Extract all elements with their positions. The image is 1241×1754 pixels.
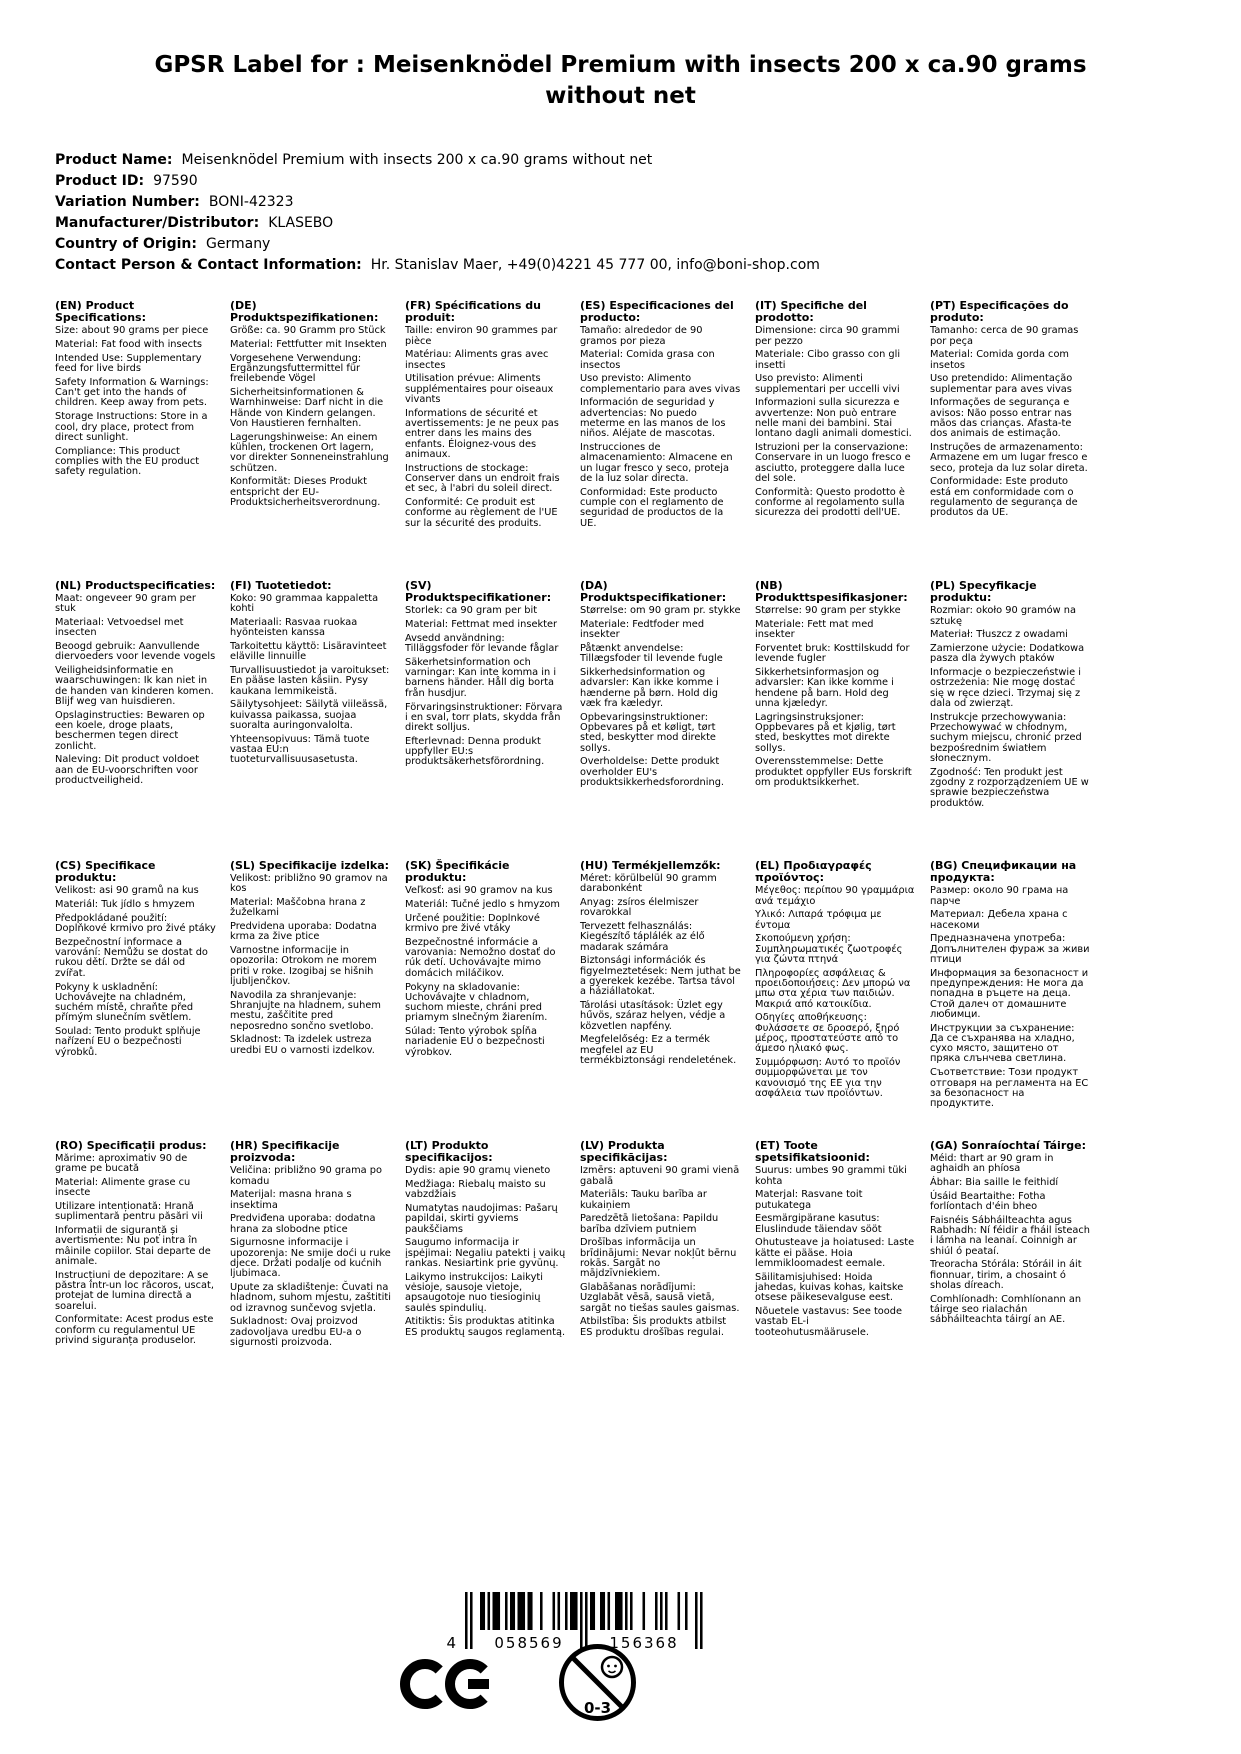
spec-paragraph: Instructions de stockage: Conserver dans un endroit frais et sec, à l'abri du soleil direct.	[405, 462, 560, 495]
language-block-header: (SV) Produktspecifikationer:	[405, 578, 552, 604]
baby-face-icon	[602, 1657, 622, 1677]
product-info-value: Hr. Stanislav Maer, +49(0)4221 45 777 00, info@boni-shop.com	[370, 256, 820, 273]
spec-paragraph: Materiaal: Vetvoedsel met insecten	[55, 617, 184, 639]
language-block-body	[580, 1166, 741, 1338]
spec-paragraph: Velikost: asi 90 gramů na kus	[55, 885, 199, 897]
spec-paragraph: Safety Information & Warnings: Can't get into the hands of children. Keep away from pets.	[55, 376, 209, 409]
spec-paragraph: Informacje o bezpieczeństwie i ostrzeżenia: Nie mogę dostać się w ręce dzieci. Trzymaj się z dala od zwierząt.	[930, 667, 1081, 709]
spec-paragraph: Materiale: Cibo grasso con gli insetti	[755, 349, 901, 371]
language-block-header: (HR) Specifikacije proizvoda:	[230, 1138, 340, 1164]
language-block-header: (LT) Produkto specifikacijos:	[405, 1138, 493, 1164]
spec-paragraph: Opbevaringsinstruktioner: Opbevares på et køligt, tørt sted, beskytter mod direkte sollys.	[580, 711, 716, 754]
spec-paragraph: Faisnéis Sábháilteachta agus Rabhadh: Ní féidir a fháil isteach i lámha na leanaí. Coinnigh ar shiúl ó peataí.	[930, 1214, 1090, 1257]
language-block-header: (NB) Produkttspesifikasjoner:	[755, 578, 908, 604]
language-block-body	[930, 326, 1091, 518]
barcode-group1: 058569	[494, 1634, 564, 1652]
spec-paragraph: Uso previsto: Alimenti supplementari per uccelli vivi	[755, 373, 900, 395]
language-block	[55, 300, 230, 580]
spec-paragraph: Instrucțiuni de depozitare: A se păstra într-un loc răcoros, uscat, protejat de lumina directă a soarelui.	[55, 1269, 214, 1312]
spec-paragraph: Materiaali: Rasvaa ruokaa hyönteisten kanssa	[230, 617, 358, 639]
language-block-header: (EL) Προδιαγραφές προϊόντος:	[755, 858, 872, 884]
spec-paragraph: Storage Instructions: Store in a cool, dry place, protect from direct sunlight.	[55, 411, 208, 443]
spec-paragraph: Zamierzone użycie: Dodatkowa pasza dla żywych ptaków	[930, 643, 1085, 665]
spec-paragraph: Medžiaga: Riebalų maisto su vabzdžiais	[405, 1179, 546, 1201]
spec-paragraph: Ohutusteave ja hoiatused: Laste kätte ei pääse. Hoia lemmikloomadest eemale.	[755, 1237, 915, 1269]
language-block	[755, 580, 930, 860]
spec-paragraph: Säilytysohjeet: Säilytä viileässä, kuivassa paikassa, suojaa suoralta auringonvalolta.	[230, 699, 388, 732]
spec-paragraph: Určené použitie: Doplnkové krmivo pre živé vtáky	[405, 912, 540, 935]
language-block	[580, 860, 755, 1140]
spec-paragraph: Atbilstība: Šis produkts atbilst ES produktu drošības regulai.	[580, 1316, 727, 1338]
language-block-header: (IT) Specifiche del prodotto:	[755, 298, 867, 324]
spec-paragraph: Sikkerhetsinformasjon og advarsler: Kan ikke komme i hendene på barn. Hold deg unna kjæledyr.	[755, 667, 894, 709]
product-info-row	[55, 255, 1181, 276]
language-block	[755, 300, 930, 580]
spec-paragraph: Utilizare intenționată: Hrană suplimentară pentru păsări vii	[55, 1201, 203, 1223]
language-block-body	[230, 326, 391, 508]
language-block-header: (CS) Specifikace produktu:	[55, 858, 156, 884]
language-block	[405, 860, 580, 1140]
language-block-body	[580, 326, 741, 529]
spec-paragraph: Dydis: apie 90 gramų vieneto	[405, 1165, 551, 1177]
language-block	[930, 580, 1105, 860]
spec-paragraph: Méid: thart ar 90 gram in aghaidh an phíosa	[930, 1152, 1054, 1175]
language-block-header: (LV) Produkta specifikācijas:	[580, 1138, 668, 1164]
spec-paragraph: Materiāls: Tauku barība ar kukaiņiem	[580, 1189, 707, 1211]
spec-paragraph: Overensstemmelse: Dette produktet oppfyller EUs forskrift om produktsikkerhet.	[755, 756, 912, 788]
spec-paragraph: Informații de siguranță și avertismente: Nu pot intra în mâinile copiilor. Stai departe de animale.	[55, 1225, 211, 1267]
spec-paragraph: Material: Maščobna hrana z žuželkami	[230, 897, 366, 919]
spec-paragraph: Forventet bruk: Kosttilskudd for levende fugler	[755, 643, 910, 665]
language-block	[755, 1140, 930, 1420]
spec-paragraph: Предназначена употреба: Допълнителен фураж за живи птици	[930, 933, 1090, 965]
spec-paragraph: Vorgesehene Verwendung: Ergänzungsfuttermittel für freilebende Vögel	[230, 352, 362, 385]
language-block	[580, 300, 755, 580]
spec-paragraph: Rozmiar: około 90 gramów na sztukę	[930, 605, 1076, 627]
spec-paragraph: Conformité: Ce produit est conforme au règlement de l'UE sur la sécurité des produits.	[405, 496, 558, 529]
language-block-body	[930, 1154, 1091, 1326]
ce-mark-icon	[400, 1654, 496, 1714]
product-info-label: Country of Origin:	[55, 235, 197, 252]
spec-paragraph: Úsáid Beartaithe: Fotha forlíontach d'éin bheo	[930, 1190, 1046, 1213]
language-block-body	[580, 874, 741, 1066]
spec-paragraph: Instrukcje przechowywania: Przechowywać w chłodnym, suchym miejscu, chronić przed bezpośrednim światłem słonecznym.	[930, 711, 1082, 764]
barcode-lead-digit: 4	[446, 1634, 458, 1652]
spec-paragraph: Atitiktis: Šis produktas atitinka ES produktų saugos reglamentą.	[405, 1316, 566, 1338]
product-info-value: KLASEBO	[268, 214, 334, 231]
spec-paragraph: Veličina: približno 90 grama po komadu	[230, 1165, 382, 1187]
language-block	[580, 580, 755, 860]
language-block-body	[55, 594, 216, 786]
spec-paragraph: Informações de segurança e avisos: Não posso entrar nas mãos das crianças. Afasta-te dos animais de estimação.	[930, 397, 1072, 440]
product-info-row	[55, 171, 1181, 192]
language-block	[930, 1140, 1105, 1420]
language-block-header: (PL) Specyfikacje produktu:	[930, 578, 1037, 604]
spec-paragraph: Velikost: približno 90 gramov na kos	[230, 872, 388, 895]
language-block-header: (GA) Sonraíochtaí Táirge:	[930, 1138, 1086, 1152]
language-block-body	[405, 1166, 566, 1338]
spec-paragraph: Lagerungshinweise: An einem kühlen, trockenen Ort lagern, vor direkter Sonneneinstrahlung schützen.	[230, 431, 389, 474]
language-block	[405, 580, 580, 860]
spec-paragraph: Veľkosť: asi 90 gramov na kus	[405, 885, 553, 897]
spec-paragraph: Glabāšanas norādījumi: Uzglabāt vēsā, sausā vietā, sargāt no tiešas saules gaismas.	[580, 1282, 740, 1314]
spec-paragraph: Beoogd gebruik: Aanvullende diervoeders voor levende vogels	[55, 641, 216, 663]
spec-paragraph: Izmērs: aptuveni 90 grami vienā gabalā	[580, 1165, 740, 1187]
spec-paragraph: Material: Fettmat med insekter	[405, 619, 558, 631]
spec-paragraph: Nõuetele vastavus: See toode vastab EL-i tooteohutusmäärusele.	[755, 1306, 903, 1338]
spec-paragraph: Konformität: Dieses Produkt entspricht der EU-Produktsicherheitsverordnung.	[230, 476, 381, 508]
spec-paragraph: Méret: körülbelül 90 gramm darabonként	[580, 872, 717, 895]
spec-paragraph: Ábhar: Bia saille le feithidí	[930, 1177, 1059, 1188]
language-block-body	[930, 606, 1091, 809]
language-block-body	[755, 886, 916, 1099]
product-info-row	[55, 192, 1181, 213]
spec-paragraph: Předpokládané použití: Doplňkové krmivo pro živé ptáky	[55, 912, 216, 935]
spec-paragraph: Informazioni sulla sicurezza e avvertenze: Non può entrare nelle mani dei bambini. Stai lontano dagli animali domestici.	[755, 397, 912, 440]
spec-paragraph: Koko: 90 grammaa kappaletta kohti	[230, 592, 379, 615]
product-info	[55, 150, 1181, 276]
spec-paragraph: Efterlevnad: Denna produkt uppfyller EU:s produktsäkerhetsförordning.	[405, 735, 545, 768]
spec-paragraph: Συμμόρφωση: Αυτό το προϊόν συμμορφώνεται με τον κανονισμό της ΕΕ για την ασφάλεια των προϊόντων.	[755, 1056, 901, 1099]
spec-paragraph: Numatytas naudojimas: Pašarų papildai, skirti gyviems paukščiams	[405, 1203, 558, 1235]
language-block	[230, 1140, 405, 1420]
spec-paragraph: Megfelelőség: Ez a termék megfelel az EU termékbiztonsági rendeletének.	[580, 1034, 737, 1066]
spec-paragraph: Material: Comida gorda com insetos	[930, 349, 1069, 371]
spec-paragraph: Σκοπούμενη χρήση: Συμπληρωματικές ζωοτροφές για ζώντα πτηνά	[755, 933, 903, 965]
spec-paragraph: Tamaño: alrededor de 90 gramos por pieza	[580, 325, 703, 347]
spec-paragraph: Size: about 90 grams per piece	[55, 325, 209, 337]
spec-paragraph: Tamanho: cerca de 90 gramas por peça	[930, 325, 1079, 347]
language-block-body	[755, 606, 916, 788]
spec-paragraph: Eesmärgipärane kasutus: Eluslindude täiendav sööt	[755, 1213, 882, 1235]
spec-paragraph: Súlad: Tento výrobok spĺňa nariadenie EÚ o bezpečnosti výrobkov.	[405, 1026, 545, 1058]
spec-paragraph: Naleving: Dit product voldoet aan de EU-voorschriften voor productveiligheid.	[55, 754, 200, 786]
spec-paragraph: Materiale: Fedtfoder med insekter	[580, 619, 705, 641]
spec-paragraph: Dimensione: circa 90 grammi per pezzo	[755, 325, 900, 347]
spec-paragraph: Πληροφορίες ασφάλειας & προειδοποιήσεις: Δεν μπορώ να μπω στα χέρια των παιδιών. Μακριά από κατοικίδια.	[755, 967, 911, 1010]
language-block-header: (RO) Specificații produs:	[55, 1138, 207, 1152]
spec-paragraph: Размер: около 90 грама на парче	[930, 885, 1069, 907]
spec-paragraph: Sicherheitsinformationen & Warnhinweise: Darf nicht in die Hände von Kindern gelangen. Von Haustieren fernhalten.	[230, 387, 384, 429]
language-block-body	[230, 1166, 391, 1348]
language-block-body	[55, 1154, 216, 1346]
language-block-header: (HU) Termékjellemzők:	[580, 858, 721, 872]
spec-paragraph: Turvallisuustiedot ja varoitukset: En pääse lasten käsiin. Pysy kaukana lemmikeistä.	[230, 665, 390, 697]
spec-paragraph: Съответствие: Този продукт отговаря на регламента на ЕС за безопасност на продуктите.	[930, 1067, 1089, 1110]
product-info-label: Manufacturer/Distributor:	[55, 214, 260, 231]
spec-paragraph: Størrelse: 90 gram per stykke	[755, 605, 901, 617]
spec-paragraph: Conformidad: Este producto cumple con el reglamento de seguridad de productos de la UE.	[580, 486, 724, 529]
spec-paragraph: Säkerhetsinformation och varningar: Kan inte komma in i barnens händer. Håll dig borta från husdjur.	[405, 656, 557, 699]
spec-paragraph: Materijal: masna hrana s insektima	[230, 1189, 352, 1211]
language-block	[930, 300, 1105, 580]
age-warning-0-3-icon	[555, 1640, 640, 1725]
language-block-header: (NL) Productspecificaties:	[55, 578, 216, 592]
spec-paragraph: Conformità: Questo prodotto è conforme al regolamento sulla sicurezza dei prodotti dell'UE.	[755, 486, 905, 519]
product-info-row	[55, 150, 1181, 171]
language-block-body	[55, 886, 216, 1058]
spec-paragraph: Säilitamisjuhised: Hoida jahedas, kuivas kohas, kaitske otsese päikesevalguse eest.	[755, 1271, 904, 1304]
product-info-label: Product ID:	[55, 172, 145, 189]
spec-paragraph: Material: Fat food with insects	[55, 339, 202, 351]
language-block-body	[55, 326, 216, 477]
product-info-row	[55, 213, 1181, 234]
spec-paragraph: Bezpečnostní informace a varování: Nemůžu se dostat do rukou dětí. Držte se dál od zvířat.	[55, 936, 208, 979]
language-block	[230, 580, 405, 860]
spec-paragraph: Taille: environ 90 grammes par pièce	[405, 325, 558, 347]
spec-paragraph: Avsedd användning: Tilläggsfoder för levande fåglar	[405, 632, 559, 655]
spec-paragraph: Påtænkt anvendelse: Tillægsfoder til levende fugle	[580, 643, 723, 665]
spec-paragraph: Zgodność: Ten produkt jest zgodny z rozporządzeniem UE w sprawie bezpieczeństwa produktów.	[930, 766, 1089, 809]
spec-paragraph: Opslaginstructies: Bewaren op een koele, droge plaats, beschermen tegen direct zonlicht.	[55, 709, 205, 752]
spec-paragraph: Sikkerhedsinformation og advarsler: Kan ikke komme i hænderne på børn. Hold dig væk fra kæledyr.	[580, 667, 719, 709]
language-block	[55, 1140, 230, 1420]
spec-paragraph: Yhteensopivuus: Tämä tuote vastaa EU:n tuoteturvallisuusasetusta.	[230, 733, 370, 766]
spec-paragraph: Tarkoitettu käyttö: Lisäravinteet eläville linnuille	[230, 641, 387, 663]
product-info-value: Germany	[206, 235, 271, 252]
spec-paragraph: Informations de sécurité et avertissements: Je ne peux pas entrer dans les mains des enfants. Éloignez-vous des animaux.	[405, 407, 559, 460]
product-info-label: Product Name:	[55, 151, 173, 168]
language-block-header: (ET) Toote spetsifikatsioonid:	[755, 1138, 870, 1164]
language-grid	[55, 300, 1107, 1420]
spec-paragraph: Uso pretendido: Alimentação suplementar para aves vivas	[930, 373, 1073, 395]
language-block-body	[230, 874, 391, 1056]
spec-paragraph: Информация за безопасност и предупреждения: Не мога да попадна в ръцете на деца. Стой далеч от домашните любимци.	[930, 967, 1089, 1020]
language-block-body	[755, 326, 916, 518]
language-block-body	[230, 594, 391, 766]
spec-paragraph: Upute za skladištenje: Čuvati na hladnom, suhom mjestu, zaštititi od izravnog sunčevog svjetla.	[230, 1282, 391, 1314]
spec-paragraph: Materiál: Tučné jedlo s hmyzom	[405, 899, 560, 911]
spec-paragraph: Größe: ca. 90 Gramm pro Stück	[230, 325, 386, 337]
language-block	[55, 580, 230, 860]
spec-paragraph: Материал: Дебела храна с насекоми	[930, 909, 1068, 931]
language-block-body	[405, 606, 566, 767]
footer-symbols	[400, 1592, 880, 1742]
spec-paragraph: Compliance: This product complies with the EU product safety regulation.	[55, 445, 200, 478]
spec-paragraph: Conformidade: Este produto está em conformidade com o regulamento de segurança de produtos da UE.	[930, 476, 1078, 519]
language-block-header: (PT) Especificações do produto:	[930, 298, 1069, 324]
spec-paragraph: Paredzētā lietošana: Papildu barība dzīviem putniem	[580, 1213, 719, 1235]
language-block-body	[755, 1166, 916, 1338]
language-block	[55, 860, 230, 1140]
language-block-header: (ES) Especificaciones del producto:	[580, 298, 734, 324]
product-info-value: BONI-42323	[208, 193, 294, 210]
page-title: GPSR Label for : Meisenknödel Premium with insects 200 x ca.90 grams without net	[154, 52, 1087, 109]
barcode-group2: 156368	[609, 1634, 679, 1652]
spec-paragraph: Materiale: Fett mat med insekter	[755, 619, 874, 641]
spec-paragraph: Matériau: Aliments gras avec insectes	[405, 349, 549, 371]
spec-paragraph: Información de seguridad y advertencias: No puedo meterme en las manos de los niños. Aléjate de mascotas.	[580, 397, 726, 440]
spec-paragraph: Bezpečnostné informácie a varovania: Nemožno dostať do rúk detí. Uchovávajte mimo domácich miláčikov.	[405, 936, 556, 979]
language-block	[405, 1140, 580, 1420]
product-info-value: Meisenknödel Premium with insects 200 x ca.90 grams without net	[181, 151, 653, 168]
spec-paragraph: Veiligheidsinformatie en waarschuwingen: Ik kan niet in de handen van kinderen komen. Blijf weg van huisdieren.	[55, 665, 214, 707]
spec-paragraph: Uso previsto: Alimento complementario para aves vivas	[580, 373, 741, 395]
spec-paragraph: Predvidena uporaba: Dodatna krma za žive ptice	[230, 921, 377, 943]
spec-paragraph: Istruzioni per la conservazione: Conservare in un luogo fresco e asciutto, proteggere dalla luce del sole.	[755, 442, 911, 484]
product-info-row	[55, 234, 1181, 255]
spec-paragraph: Förvaringsinstruktioner: Förvara i en sval, torr plats, skydda från direkt solljus.	[405, 701, 563, 734]
spec-paragraph: Lagringsinstruksjoner: Oppbevares på et kjølig, tørt sted, beskyttes mot direkte sollys.	[755, 711, 896, 754]
spec-paragraph: Storlek: ca 90 gram per bit	[405, 605, 538, 617]
spec-paragraph: Comhlíonadh: Comhlíonann an táirge seo rialachán sábháilteachta táirgí an AE.	[930, 1293, 1082, 1326]
spec-paragraph: Tárolási utasítások: Üzlet egy hűvös, száraz helyen, védje a közvetlen napfény.	[580, 1000, 726, 1032]
spec-paragraph: Maat: ongeveer 90 gram per stuk	[55, 592, 196, 615]
spec-paragraph: Materjal: Rasvane toit putukatega	[755, 1189, 863, 1211]
language-block-body	[930, 886, 1091, 1109]
language-block-header: (DE) Produktspezifikationen:	[230, 298, 379, 324]
language-block-header: (BG) Спецификации на продукта:	[930, 858, 1077, 884]
spec-paragraph: Conformitate: Acest produs este conform cu regulamentul UE privind siguranța produselor.	[55, 1314, 214, 1346]
spec-paragraph: Suurus: umbes 90 grammi tüki kohta	[755, 1165, 907, 1187]
spec-paragraph: Laikymo instrukcijos: Laikyti vėsioje, sausoje vietoje, apsaugotoje nuo tiesioginių saulės spindulių.	[405, 1271, 543, 1314]
spec-paragraph: Material: Fettfutter mit Insekten	[230, 339, 387, 351]
spec-paragraph: Materiał: Tłuszcz z owadami	[930, 629, 1068, 641]
language-block	[580, 1140, 755, 1420]
language-block-header: (EN) Product Specifications:	[55, 298, 147, 324]
language-block	[230, 300, 405, 580]
spec-paragraph: Varnostne informacije in opozorila: Otrokom ne morem priti v roke. Izogibaj se hišnih ljubljenčkov.	[230, 945, 377, 987]
language-block	[930, 860, 1105, 1140]
language-block	[405, 300, 580, 580]
language-block-header: (FR) Spécifications du produit:	[405, 298, 542, 324]
language-block-header: (DA) Produktspecifikationer:	[580, 578, 727, 604]
language-block-header: (FI) Tuotetiedot:	[230, 578, 332, 592]
spec-paragraph: Utilisation prévue: Aliments supplémentaires pour oiseaux vivants	[405, 373, 554, 405]
spec-paragraph: Sigurnosne informacije i upozorenja: Ne smije doći u ruke djece. Držati podalje od kućnih ljubimaca.	[230, 1237, 391, 1280]
spec-paragraph: Pokyny k uskladnění: Uchovávejte na chladném, suchém místě, chraňte před přímým slunečním světlem.	[55, 981, 194, 1024]
spec-paragraph: Mărime: aproximativ 90 de grame pe bucată	[55, 1152, 188, 1175]
spec-paragraph: Soulad: Tento produkt splňuje nařízení EU o bezpečnosti výrobků.	[55, 1026, 201, 1058]
language-block-body	[580, 606, 741, 788]
product-info-label: Variation Number:	[55, 193, 200, 210]
spec-paragraph: Μέγεθος: περίπου 90 γραμμάρια ανά τεμάχιο	[755, 885, 915, 907]
spec-paragraph: Treoracha Stórála: Stóráil in áit fionnuar, tirim, a chosaint ó sholas díreach.	[930, 1259, 1082, 1292]
spec-paragraph: Navodila za shranjevanje: Shranjujte na hladnem, suhem mestu, zaščitite pred neposredno sončno svetlobo.	[230, 989, 381, 1032]
spec-paragraph: Anyag: zsíros élelmiszer rovarokkal	[580, 897, 699, 919]
spec-paragraph: Material: Comida grasa con insectos	[580, 349, 715, 371]
spec-paragraph: Størrelse: om 90 gram pr. stykke	[580, 605, 741, 617]
language-block	[230, 860, 405, 1140]
spec-paragraph: Biztonsági információk és figyelmeztetések: Nem juthat be a gyerekek kezébe. Tartsa távol a háziállatokat.	[580, 955, 741, 998]
spec-paragraph: Tervezett felhasználás: Kiegészítő táplálék az élő madarak számára	[580, 921, 705, 953]
product-info-label: Contact Person & Contact Information:	[55, 256, 362, 273]
language-block-header: (SL) Specifikacije izdelka:	[230, 858, 390, 872]
spec-paragraph: Инструкции за съхранение: Да се съхранява на хладно, сухо място, защитено от пряка слънчева светлина.	[930, 1022, 1075, 1065]
language-block-body	[405, 326, 566, 529]
language-block-body	[405, 886, 566, 1058]
language-block-header: (SK) Špecifikácie produktu:	[405, 858, 510, 884]
spec-paragraph: Sukladnost: Ovaj proizvod zadovoljava uredbu EU-a o sigurnosti proizvoda.	[230, 1316, 362, 1348]
spec-paragraph: Instrucciones de almacenamiento: Almacene en un lugar fresco y seco, proteja de la luz solar directa.	[580, 442, 733, 484]
spec-paragraph: Predviđena uporaba: dodatna hrana za slobodne ptice	[230, 1213, 376, 1235]
product-info-value: 97590	[153, 172, 198, 189]
language-block	[755, 860, 930, 1140]
spec-paragraph: Intended Use: Supplementary feed for live birds	[55, 352, 202, 375]
spec-paragraph: Material: Alimente grase cu insecte	[55, 1177, 191, 1199]
spec-paragraph: Υλικό: Λιπαρά τρόφιμα με έντομα	[755, 909, 882, 931]
spec-paragraph: Materiál: Tuk jídlo s hmyzem	[55, 899, 195, 911]
spec-paragraph: Skladnost: Ta izdelek ustreza uredbi EU o varnosti izdelkov.	[230, 1034, 375, 1056]
spec-paragraph: Overholdelse: Dette produkt overholder EU's produktsikkerhedsforordning.	[580, 756, 725, 788]
spec-paragraph: Saugumo informacija ir įspėjimai: Negaliu patekti į vaikų rankas. Nesiartink prie gyvūnų.	[405, 1237, 566, 1269]
spec-paragraph: Οδηγίες αποθήκευσης: Φυλάσσετε σε δροσερό, ξηρό μέρος, προστατεύστε από το άμεσο ηλιακό φως.	[755, 1012, 900, 1055]
age-warning-label: 0-3	[583, 1699, 612, 1717]
spec-paragraph: Drošības informācija un brīdinājumi: Nevar nokļūt bērnu rokās. Sargāt no mājdzīvniekiem.	[580, 1237, 737, 1280]
spec-paragraph: Instruções de armazenamento: Armazene em um lugar fresco e seco, proteja da luz solar direta.	[930, 442, 1088, 474]
spec-paragraph: Pokyny na skladovanie: Uchovávajte v chladnom, suchom mieste, chráni pred priamym slnečným žiarením.	[405, 981, 548, 1024]
